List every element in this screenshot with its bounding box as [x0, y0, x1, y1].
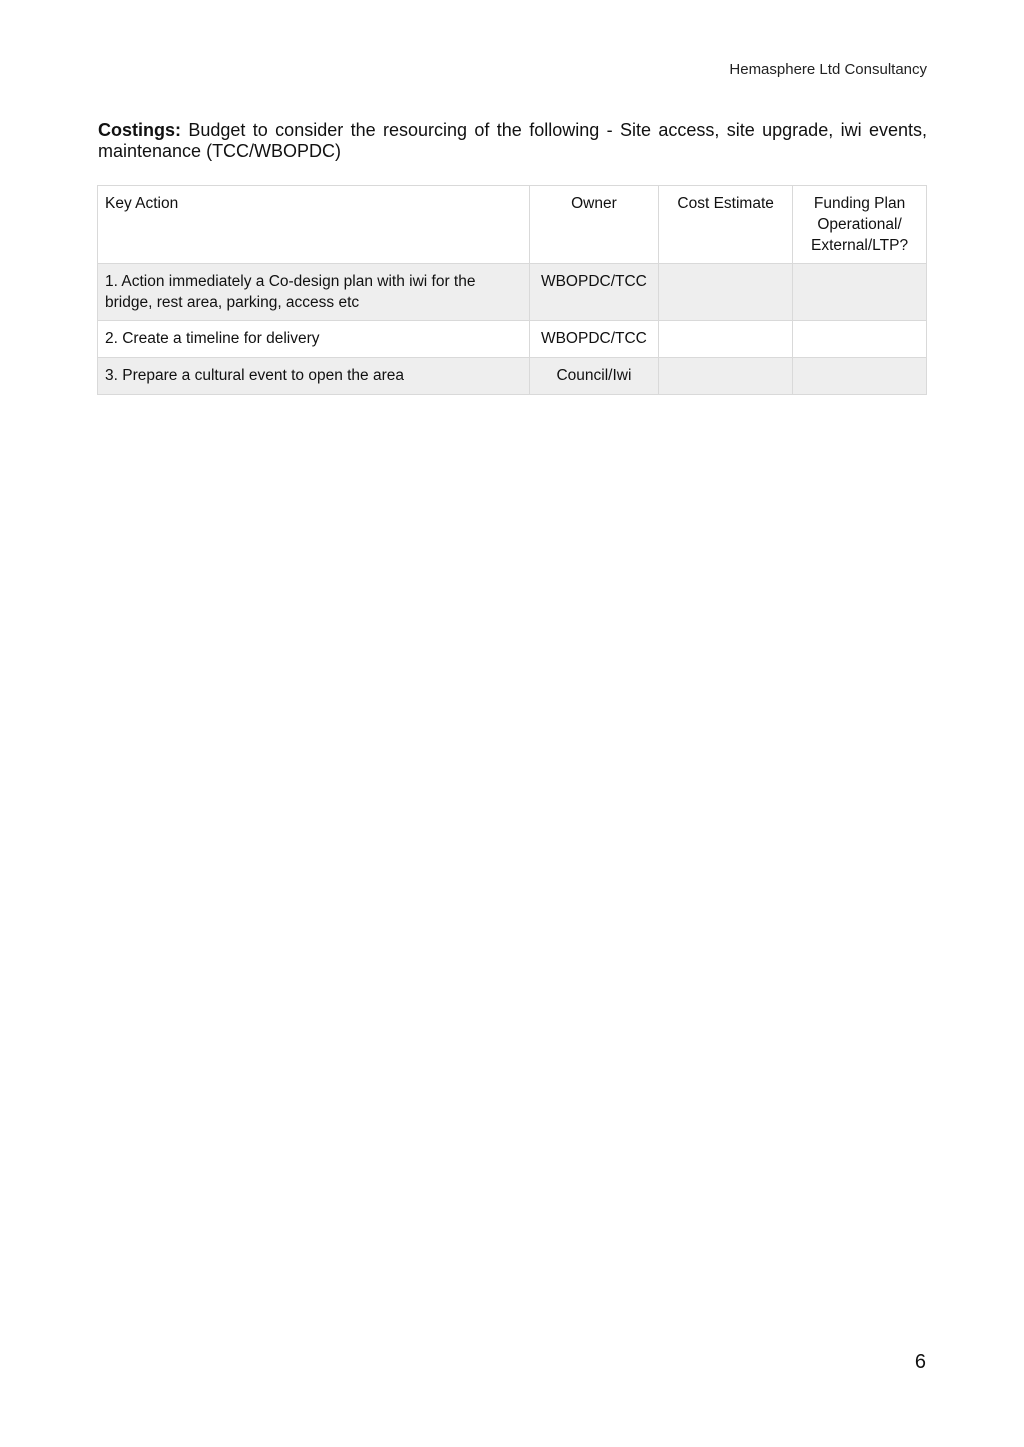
cell-key-action: 2. Create a timeline for delivery — [98, 321, 530, 358]
key-actions-table — [97, 185, 927, 395]
table-header-row — [98, 186, 927, 264]
header-funding-plan: Funding Plan Operational/ External/LTP? — [793, 186, 927, 264]
cell-funding-plan — [793, 358, 927, 395]
cell-key-action: 1. Action immediately a Co-design plan with iwi for the bridge, rest area, parking, access etc — [98, 264, 530, 321]
cell-key-action: 3. Prepare a cultural event to open the area — [98, 358, 530, 395]
page-number: 6 — [914, 1351, 926, 1373]
costings-paragraph — [98, 120, 927, 162]
cell-funding-plan — [793, 321, 927, 358]
cell-cost-estimate — [659, 321, 793, 358]
cell-owner: WBOPDC/TCC — [529, 321, 659, 358]
header-cost-estimate: Cost Estimate — [659, 186, 793, 264]
cell-funding-plan — [793, 264, 927, 321]
cell-owner: Council/Iwi — [529, 358, 659, 395]
cell-cost-estimate — [659, 358, 793, 395]
page-header-company: Hemasphere Ltd Consultancy — [729, 61, 927, 78]
costings-text: Budget to consider the resourcing of the following - Site access, site upgrade, iwi events, maintenance (TCC/WBOPDC) — [98, 120, 927, 161]
cell-cost-estimate — [659, 264, 793, 321]
table-row — [98, 358, 927, 395]
table-row — [98, 264, 927, 321]
table-row — [98, 321, 927, 358]
costings-label: Costings: — [98, 120, 181, 140]
header-key-action: Key Action — [98, 186, 530, 264]
cell-owner: WBOPDC/TCC — [529, 264, 659, 321]
header-owner: Owner — [529, 186, 659, 264]
